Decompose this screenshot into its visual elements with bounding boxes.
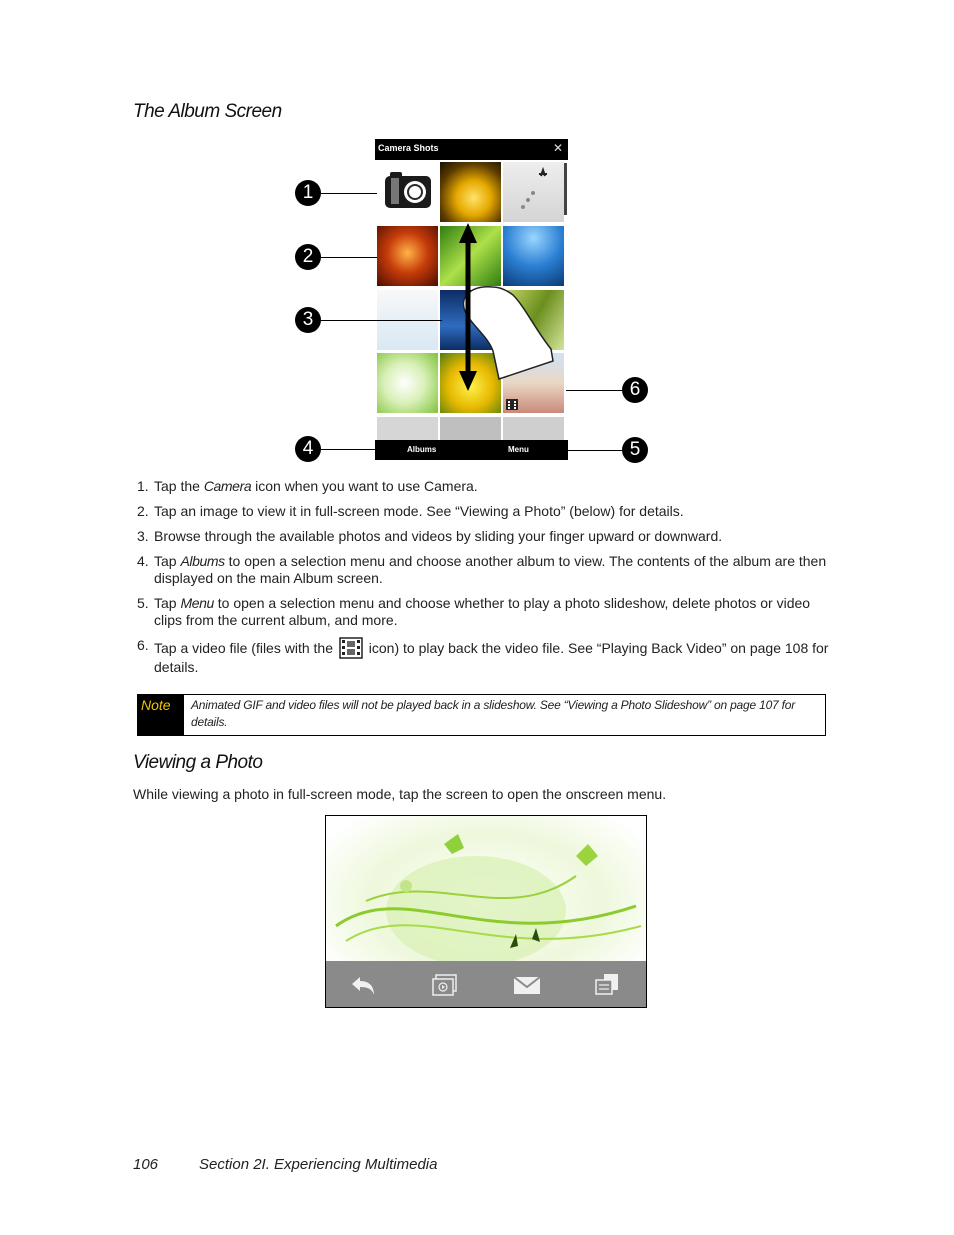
steps-list (133, 478, 838, 684)
callout-1: 1 (295, 180, 321, 206)
callout-2: 2 (295, 244, 321, 270)
album-screenshot (375, 139, 568, 460)
note-label: Note (138, 695, 184, 735)
menu-list-icon[interactable] (594, 973, 620, 997)
callout-3: 3 (295, 307, 321, 333)
section-heading-viewing-photo: Viewing a Photo (133, 752, 263, 773)
step-item: 6. Tap a video file (files with the icon) to play back the video file. See “Playing Back Video” on page 108 for details. (137, 637, 829, 675)
note-text: Animated GIF and video files will not be played back in a slideshow. See “Viewing a Photo Slideshow” on page 107 for details. (191, 698, 796, 729)
leader-line-1 (321, 193, 377, 194)
callout-6: 6 (622, 377, 648, 403)
step-item: 2. Tap an image to view it in full-screen mode. See “Viewing a Photo” (below) for details. (137, 503, 684, 519)
albums-label: Albums (180, 553, 225, 569)
menu-button[interactable]: Menu (508, 445, 529, 454)
callout-5: 5 (622, 437, 648, 463)
callout-4: 4 (295, 436, 321, 462)
step-item: 3. Browse through the available photos and videos by sliding your finger upward or downward. (137, 528, 723, 544)
footer-section-title: Section 2I. Experiencing Multimedia (199, 1156, 438, 1173)
film-strip-icon (339, 637, 363, 659)
menu-label: Menu (180, 595, 214, 611)
leader-line-3 (321, 320, 442, 321)
leader-line-6 (566, 390, 622, 391)
onscreen-menu-bar (326, 961, 646, 1007)
section-heading-album-screen: The Album Screen (133, 101, 282, 122)
close-icon[interactable]: ✕ (552, 141, 563, 155)
camera-label: Camera (203, 478, 252, 494)
step-item: 1. Tap the Camera icon when you want to use Camera. (137, 478, 478, 494)
step-item: 5. Tap Menu to open a selection menu and choose whether to play a photo slideshow, delete photos or video clips from the current album, and more. (137, 595, 811, 628)
note-box (137, 694, 826, 736)
swipe-gesture-overlay (375, 139, 568, 440)
slideshow-icon[interactable] (432, 973, 460, 997)
leader-line-4 (321, 449, 401, 450)
step-item: 4. Tap Albums to open a selection menu and choose another album to view. The contents of the album are then displayed on the main Album screen. (137, 553, 827, 586)
leader-line-5 (538, 450, 622, 451)
page-number: 106 (133, 1156, 159, 1173)
albums-button[interactable]: Albums (407, 445, 437, 454)
body-paragraph: While viewing a photo in full-screen mode, tap the screen to open the onscreen menu. (133, 786, 667, 802)
leader-line-2 (321, 257, 377, 258)
back-arrow-icon[interactable] (350, 973, 380, 997)
fullscreen-photo-screenshot (325, 815, 647, 1008)
album-title: Camera Shots (378, 143, 439, 153)
envelope-icon[interactable] (513, 976, 541, 996)
